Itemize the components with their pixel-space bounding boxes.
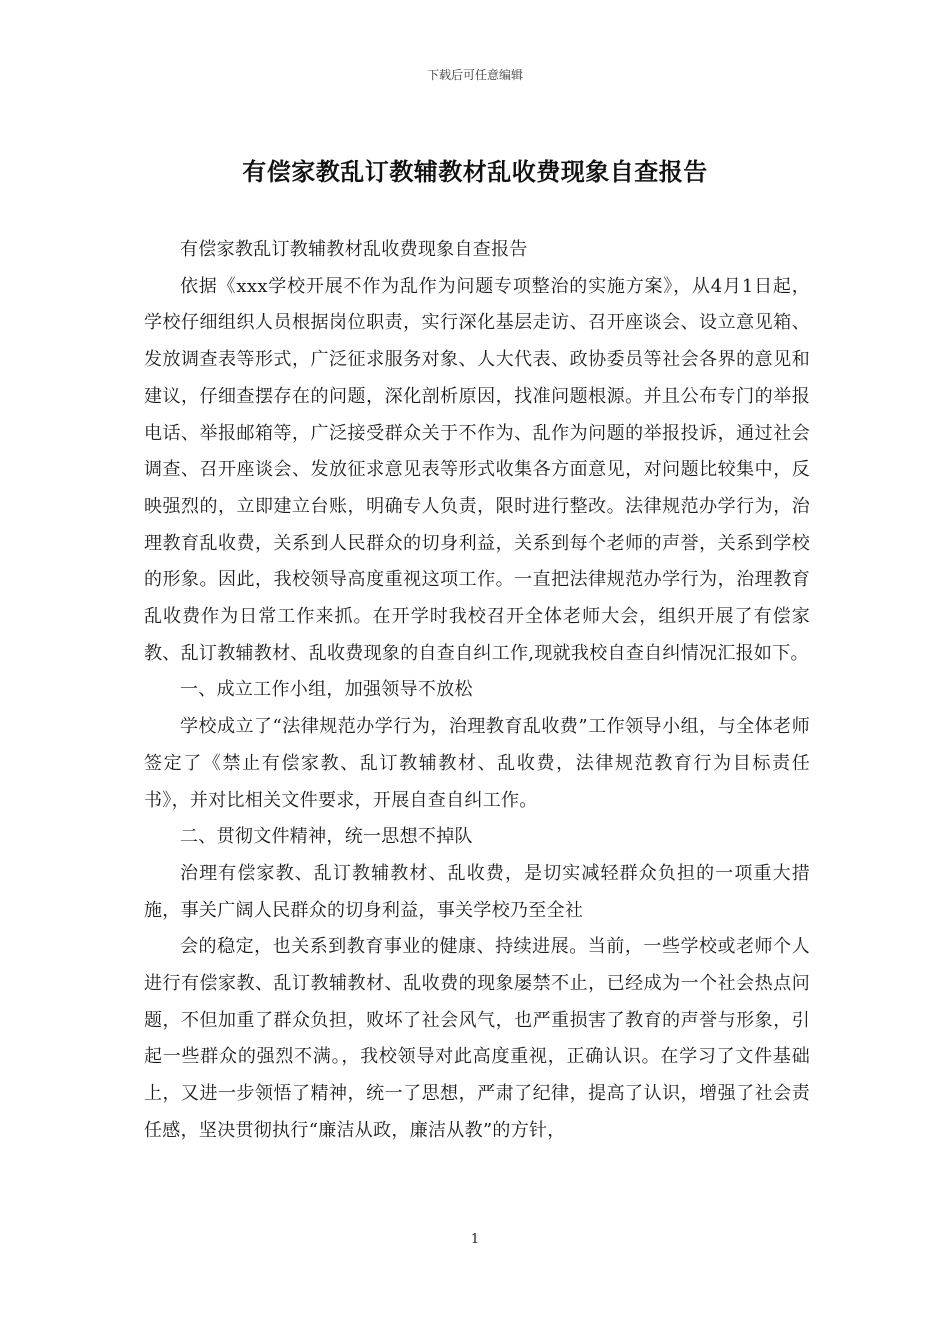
paragraph-intro: 依据《xxx学校开展不作为乱作为问题专项整治的实施方案》，从4月1日起，学校仔细组织人员根据岗位职责，实行深化基层走访、召开座谈会、设立意见箱、发放调查表等形式，广泛征求服务对象、人大代表、政协委员等社会各界的意见和建议，仔细查摆存在的问题，深化剖析原因，找准问题根源。并且公布专门的举报电话、举报邮箱等，广泛接受群众关于不作为、乱作为问题的举报投诉，通过社会调查、召开座谈会、发放征求意见表等形式收集各方面意见，对问题比较集中，反映强烈的，立即建立台账，明确专人负责，限时进行整改。法律规范办学行为，治理教育乱收费，关系到人民群众的切身利益，关系到每个老师的声誉，关系到学校的形象。因此，我校领导高度重视这项工作。一直把法律规范办学行为，治理教育乱收费作为日常工作来抓。在开学时我校召开全体老师大会，组织开展了有偿家教、乱订教辅教材、乱收费现象的自查自纠工作,现就我校自查自纠情况汇报如下。 bbox=[144, 275, 810, 664]
paragraph-section-1: 学校成立了“法律规范办学行为，治理教育乱收费”工作领导小组，与全体老师签定了《禁止有偿家教、乱订教辅教材、乱收费，法律规范教育行为目标责任书》，并对比相关文件要求，开展自查自纠工作。 bbox=[144, 716, 810, 811]
paragraph-section-2b: 会的稳定，也关系到教育事业的健康、持续进展。当前，一些学校或老师个人进行有偿家教、乱订教辅教材、乱收费的现象屡禁不止，已经成为一个社会热点问题，不但加重了群众负担，败坏了社会风气，也严重损害了教育的声誉与形象，引起一些群众的强烈不满。，我校领导对此高度重视，正确认识。在学习了文件基础上，又进一步领悟了精神，统一了思想，严肃了纪律，提高了认识，增强了社会责任感，坚决贯彻执行“廉洁从政，廉洁从教”的方针， bbox=[144, 936, 810, 1141]
section-heading-1: 一、成立工作小组，加强领导不放松 bbox=[180, 679, 473, 701]
paragraph-subtitle: 有偿家教乱订教辅教材乱收费现象自查报告 bbox=[180, 239, 528, 260]
section-heading-2: 二、贯彻文件精神，统一思想不掉队 bbox=[180, 826, 473, 848]
document-title: 有偿家教乱订教辅教材乱收费现象自查报告 bbox=[242, 158, 708, 186]
paragraph-section-2a: 治理有偿家教、乱订教辅教材、乱收费，是切实减轻群众负担的一项重大措施，事关广阔人民群众的切身利益，事关学校乃至全社 bbox=[144, 862, 810, 921]
header-note: 下载后可任意编辑 bbox=[426, 68, 523, 82]
page-number: 1 bbox=[470, 1232, 480, 1247]
document-body bbox=[144, 232, 810, 1150]
